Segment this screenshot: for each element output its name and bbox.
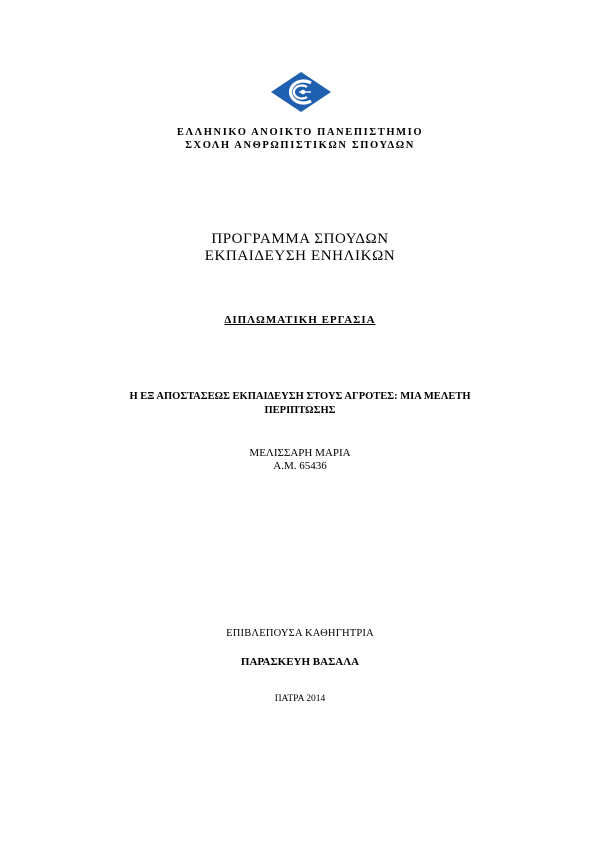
program-title: ΠΡΟΓΡΑΜΜΑ ΣΠΟΥΔΩΝ	[211, 231, 389, 247]
thesis-title-line-1: Η ΕΞ ΑΠΟΣΤΑΣΕΩΣ ΕΚΠΑΙΔΕΥΣΗ ΣΤΟΥΣ ΑΓΡΟΤΕΣ: ΜΙΑ ΜΕΛΕΤΗ	[129, 391, 471, 402]
university-name: ΕΛΛΗΝΙΚΟ ΑΝΟΙΚΤΟ ΠΑΝΕΠΙΣΤΗΜΙΟ	[176, 127, 424, 138]
thesis-title-line-2: ΠΕΡΙΠΤΩΣΗΣ	[264, 405, 336, 416]
author-name: ΜΕΛΙΣΣΑΡΗ ΜΑΡΙΑ	[249, 447, 351, 459]
place-date: ΠΑΤΡΑ 2014	[274, 694, 326, 704]
student-id: Α.Μ. 65436	[273, 460, 327, 472]
supervisor-label: ΕΠΙΒΛΕΠΟΥΣΑ ΚΑΘΗΓΗΤΡΙΑ	[226, 628, 374, 639]
university-logo-icon	[270, 71, 332, 113]
document-type: ΔΙΠΛΩΜΑΤΙΚΗ ΕΡΓΑΣΙΑ	[224, 314, 376, 326]
school-name: ΣΧΟΛΗ ΑΝΘΡΩΠΙΣΤΙΚΩΝ ΣΠΟΥΔΩΝ	[185, 140, 415, 151]
program-subtitle: ΕΚΠΑΙΔΕΥΣΗ ΕΝΗΛΙΚΩΝ	[204, 248, 396, 264]
supervisor-name: ΠΑΡΑΣΚΕΥΗ ΒΑΣΑΛΑ	[240, 656, 360, 668]
